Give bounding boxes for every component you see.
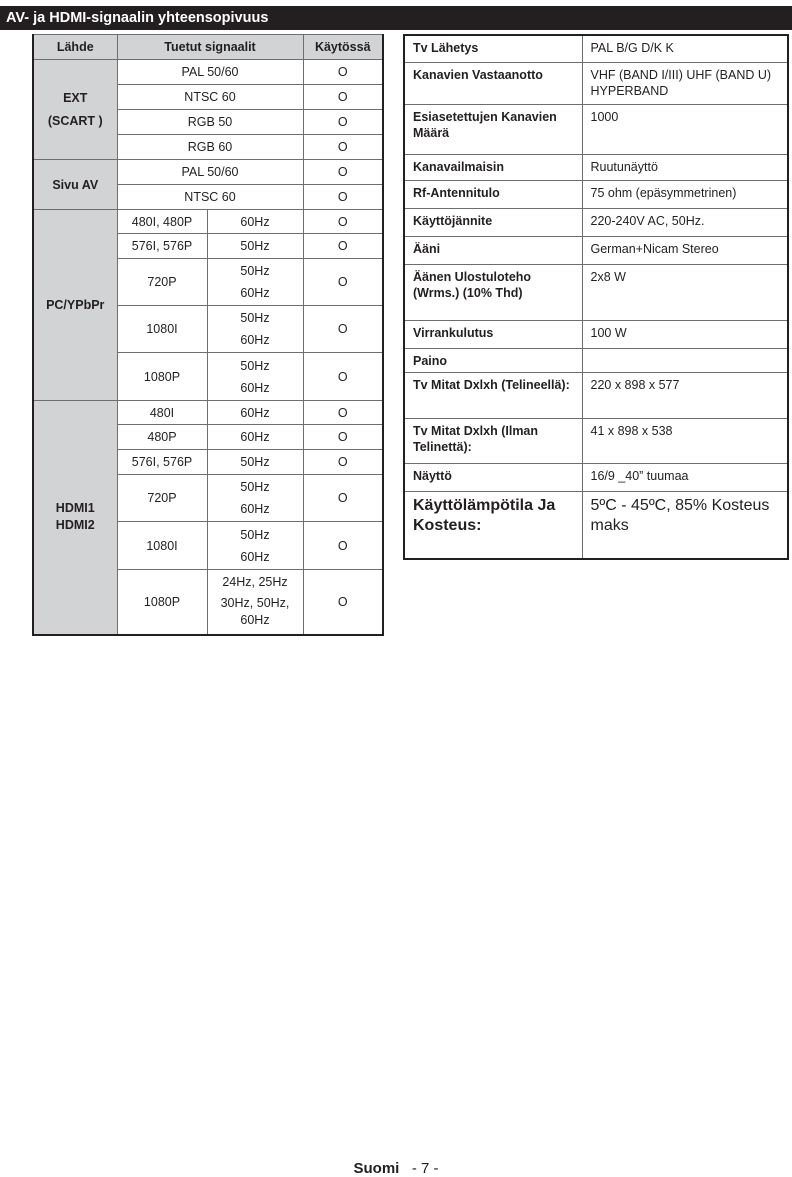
in-use-cell: O <box>303 425 383 450</box>
page-number: - 7 - <box>411 1160 439 1177</box>
in-use-cell: O <box>303 185 383 210</box>
spec-value: 75 ohm (epäsymmetrinen) <box>582 180 788 208</box>
footer-language: Suomi <box>353 1160 400 1177</box>
in-use-cell: O <box>303 475 383 522</box>
resolution-cell: 720P <box>117 475 207 522</box>
in-use-cell: O <box>303 160 383 185</box>
signal-cell: PAL 50/60 <box>117 60 303 85</box>
in-use-cell: O <box>303 450 383 475</box>
spec-label: Tv Mitat Dxlxh (Telineellä): <box>404 372 582 418</box>
signal-cell: NTSC 60 <box>117 185 303 210</box>
resolution-cell: 576I, 576P <box>117 234 207 259</box>
signal-cell: RGB 60 <box>117 135 303 160</box>
in-use-cell: O <box>303 85 383 110</box>
resolution-cell: 1080P <box>117 353 207 401</box>
spec-label: Tv Mitat Dxlxh (Ilman Telinettä): <box>404 418 582 463</box>
in-use-cell: O <box>303 522 383 570</box>
frequency-cell: 50Hz 60Hz <box>207 353 303 401</box>
frequency-cell: 60Hz <box>207 401 303 425</box>
source-side-av: Sivu AV <box>33 160 117 210</box>
frequency-cell: 50Hz 60Hz <box>207 306 303 353</box>
spec-value: 220-240V AC, 50Hz. <box>582 208 788 236</box>
spec-label: Äänen Ulostuloteho (Wrms.) (10% Thd) <box>404 264 582 320</box>
spec-label: Paino <box>404 348 582 372</box>
signal-compatibility-table <box>32 34 384 636</box>
source-ext: EXT (SCART ) <box>33 60 117 160</box>
resolution-cell: 576I, 576P <box>117 450 207 475</box>
spec-value: 2x8 W <box>582 264 788 320</box>
in-use-cell: O <box>303 60 383 85</box>
frequency-cell: 50Hz <box>207 234 303 259</box>
resolution-cell: 1080I <box>117 522 207 570</box>
spec-label: Näyttö <box>404 463 582 491</box>
in-use-cell: O <box>303 401 383 425</box>
header-in-use: Käytössä <box>303 35 383 60</box>
spec-value: 1000 <box>582 104 788 154</box>
in-use-cell: O <box>303 353 383 401</box>
page-footer <box>0 1160 792 1177</box>
resolution-cell: 1080I <box>117 306 207 353</box>
resolution-cell: 480I <box>117 401 207 425</box>
spec-label: Kanavien Vastaanotto <box>404 62 582 104</box>
header-supported-signals: Tuetut signaalit <box>117 35 303 60</box>
spec-value: 100 W <box>582 320 788 348</box>
resolution-cell: 720P <box>117 259 207 306</box>
specifications-table <box>403 34 789 560</box>
in-use-cell: O <box>303 135 383 160</box>
spec-label: Tv Lähetys <box>404 35 582 62</box>
spec-value: German+Nicam Stereo <box>582 236 788 264</box>
frequency-cell: 50Hz 60Hz <box>207 259 303 306</box>
in-use-cell: O <box>303 234 383 259</box>
in-use-cell: O <box>303 210 383 234</box>
header-source: Lähde <box>33 35 117 60</box>
spec-label: Ääni <box>404 236 582 264</box>
resolution-cell: 1080P <box>117 570 207 635</box>
spec-label: Käyttölämpötila Ja Kosteus: <box>404 491 582 559</box>
frequency-cell: 50Hz 60Hz <box>207 475 303 522</box>
spec-value: PAL B/G D/K K <box>582 35 788 62</box>
spec-value: 220 x 898 x 577 <box>582 372 788 418</box>
spec-value: 16/9 _40” tuumaa <box>582 463 788 491</box>
frequency-cell: 60Hz <box>207 210 303 234</box>
spec-label: Virrankulutus <box>404 320 582 348</box>
signal-cell: RGB 50 <box>117 110 303 135</box>
frequency-cell: 50Hz <box>207 450 303 475</box>
resolution-cell: 480P <box>117 425 207 450</box>
in-use-cell: O <box>303 110 383 135</box>
spec-value: VHF (BAND I/III) UHF (BAND U) HYPERBAND <box>582 62 788 104</box>
source-pc-ypbpr: PC/YPbPr <box>33 210 117 401</box>
in-use-cell: O <box>303 259 383 306</box>
frequency-cell: 50Hz 60Hz <box>207 522 303 570</box>
frequency-cell: 24Hz, 25Hz 30Hz, 50Hz, 60Hz <box>207 570 303 635</box>
signal-cell: PAL 50/60 <box>117 160 303 185</box>
source-hdmi: HDMI1 HDMI2 <box>33 401 117 635</box>
resolution-cell: 480I, 480P <box>117 210 207 234</box>
signal-cell: NTSC 60 <box>117 85 303 110</box>
frequency-cell: 60Hz <box>207 425 303 450</box>
spec-label: Käyttöjännite <box>404 208 582 236</box>
section-title: AV- ja HDMI-signaalin yhteensopivuus <box>0 6 792 30</box>
spec-label: Kanavailmaisin <box>404 154 582 180</box>
spec-value: 41 x 898 x 538 <box>582 418 788 463</box>
spec-label: Esiasetettujen Kanavien Määrä <box>404 104 582 154</box>
in-use-cell: O <box>303 570 383 635</box>
spec-value: Ruutunäyttö <box>582 154 788 180</box>
spec-label: Rf-Antennitulo <box>404 180 582 208</box>
spec-value <box>582 348 788 372</box>
in-use-cell: O <box>303 306 383 353</box>
spec-value: 5ºC - 45ºC, 85% Kosteus maks <box>582 491 788 559</box>
